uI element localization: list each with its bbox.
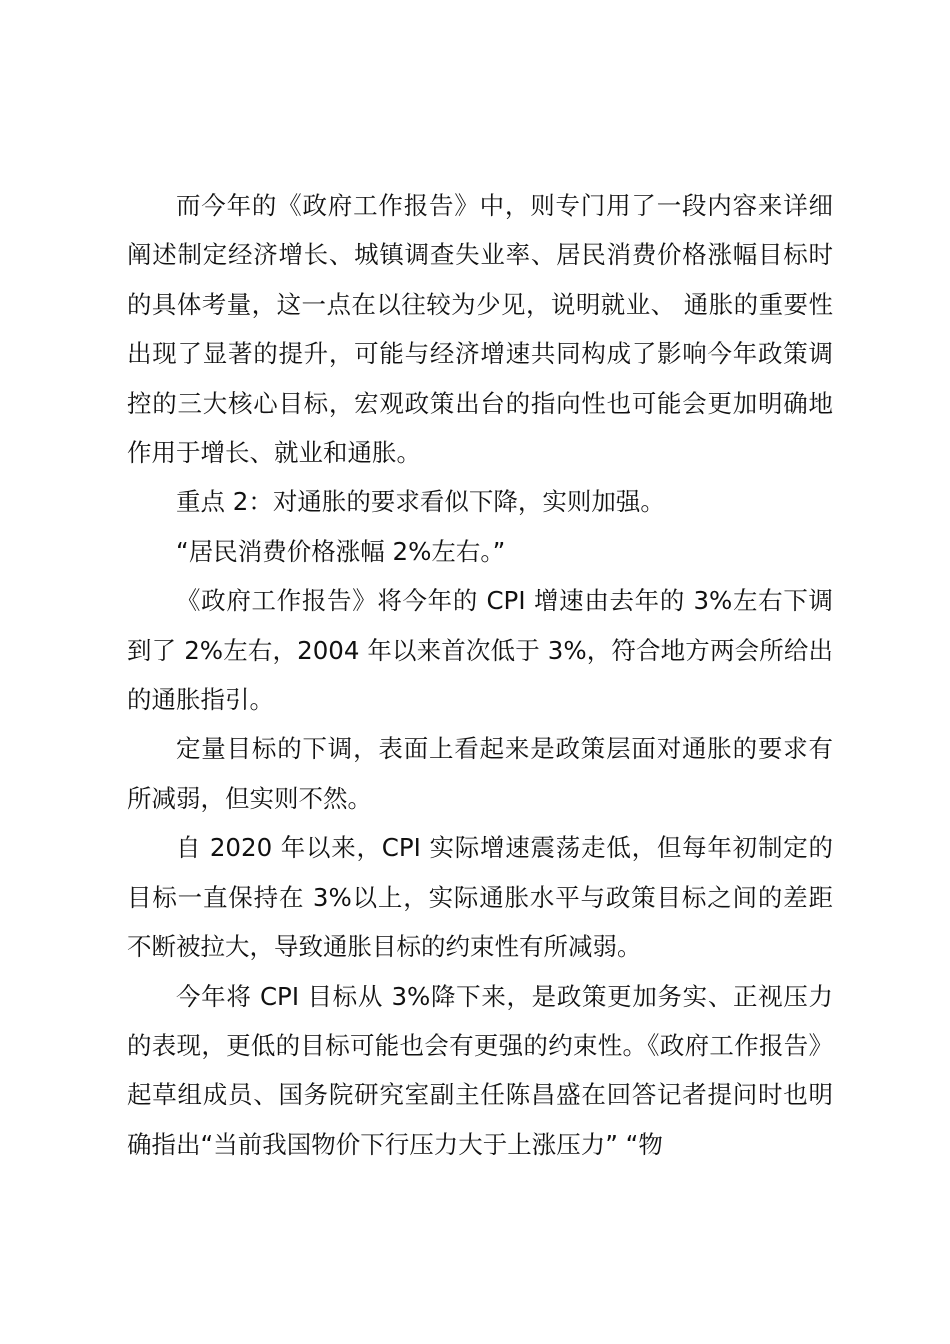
document-body xyxy=(127,181,833,1169)
paragraph-target-adjustment: 定量目标的下调，表面上看起来是政策层面对通胀的要求有所减弱，但实则不然。 xyxy=(127,734,833,813)
paragraph-key-point-2: 重点 2：对通胀的要求看似下降，实则加强。 xyxy=(176,487,665,517)
paragraph-cpi-quote: “居民消费价格涨幅 2%左右。” xyxy=(176,536,506,566)
paragraph-since-2020: 自 2020 年以来，CPI 实际增速震荡走低，但每年初制定的目标一直保持在 3%以上，实际通胀水平与政策目标之间的差距不断被拉大，导致通胀目标的约束性有所减弱。 xyxy=(127,833,833,962)
paragraph-policy-targets: 而今年的《政府工作报告》中，则专门用了一段内容来详细阐述制定经济增长、城镇调查失业率、居民消费价格涨幅目标时的具体考量，这一点在以往较为少见，说明就业、 通胀的重要性出现了显著的提升，可能与经济增速共同构成了影响今年政策调控的三大核心目标，宏观政策出台的指向性也可能会更加明确地作用于增长、就业和通胀。 xyxy=(127,191,833,468)
paragraph-cpi-target-lowered: 《政府工作报告》将今年的 CPI 增速由去年的 3%左右下调到了 2%左右，2004 年以来首次低于 3%，符合地方两会所给出的通胀指引。 xyxy=(127,586,833,715)
paragraph-pragmatic-policy: 今年将 CPI 目标从 3%降下来，是政策更加务实、正视压力的表现，更低的目标可能也会有更强的约束性。《政府工作报告》起草组成员、国务院研究室副主任陈昌盛在回答记者提问时也明确指出“当前我国物价下行压力大于上涨压力” “物 xyxy=(127,981,833,1159)
